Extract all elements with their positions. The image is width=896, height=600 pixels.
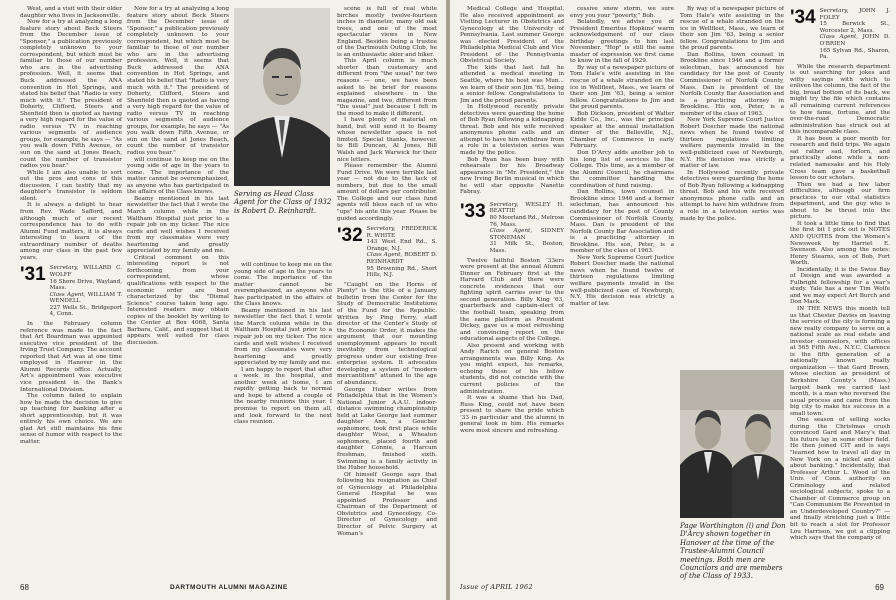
agent-address: 31 Milk St., Boston, Mass. [489,241,564,255]
paragraph: Dan Rollins, town counsel in Brookline since 1946 and a former selectman, has announced his candidacy for the post of County Commissioner of Norfolk County, Mass. Dan is president of the Norfolk County Bar Association and is a practicing attorney in Brookline. His son, Peter, is a member of the class of 1963. [680,51,784,117]
class-heading-33 [460,202,564,255]
paragraph: Twelve faithful Boston ’33ers were present at the annual Alumni Dinner on February first at the Harvard Club and there were concrete evidences that our fighting spirit carries over to the second generation. Billy King ’63, quarterback and captain-elect of the football team, speaking from the same platform as President Dickey, gave us a most refreshing and convincing report on the educational aspects of the College. [460,257,564,343]
class-number: '32 [337,225,363,247]
paragraph: will continue to keep me on the young side of age in the years to come. The importance of the matter cannot be overemphasized, as anyone who has participated in the affairs of the Class knows. [234,262,332,308]
page-left [0,0,446,600]
page-number-right: 69 [875,583,884,592]
secretary-label: Secretary, [489,201,519,208]
paragraph: The kids that last fall he attended a medical meeting in Seattle, where his host was Mun... we learn of their son Jim ’63, being a senior fellow. Congratulations to Jim and the proud parents. [460,64,564,104]
class-officers [50,265,122,318]
paragraph: It has been a poor month for research and field trips. We again sat rather sad, forlorn, and practically alone while a non-related namesake and his Holy Cross team gave a basketball lesson to our scholars. [790,135,890,182]
column-3 [234,262,332,550]
secretary-name: JOHN J. FOLEY [819,8,890,21]
paragraph: New York Supreme Court Justice Robert Doscher made the national news when he found twelve of thirteen regulations limiting welfare payments invalid in the well-publicized case of Newburgh, N.Y. His decision was strictly a matter of law. [570,254,674,307]
paragraph: The column failed to explain how he made the decision to give up teaching for banking after a short apprenticeship, but it was entirely his own choice. We are glad Art still maintains his fine sense of humor with respect to the matter. [20,393,122,445]
paragraph: Please remember the Alumni Fund Drive. We were terrible last year — not due to the lack of numbers, but due to the small amount of dollars per contributor. The College and our class fund agents will bless each of us who "ups" his ante this year. Please be guided accordingly. [337,163,437,222]
photo-caption: Serving as Head Class Agent for the Class of 1932 is Robert D. Reinhardt. [234,190,332,215]
agent-address: 165 Sylvan Rd., Sharon, Pa. [819,47,890,61]
secretary-address: 80 Moorland Rd., Melrose 76, Mass. [489,215,564,228]
agent-label: Class Agent, [366,252,403,259]
paragraph: Now for a try at analyzing a long feature story about Beck Steers from the December issue of "Sponsor," a publication previously completely unknown to your correspondent, but which must be familiar to those of our number who are in the advertising profession. Well, it seems that Buck addressed the ANA convention in Hot Springs, and stated his belief that "Radio is very much with it." The president of Doherty, Clifford, Steers and Shenfield then is quoted as having a very high regard for the value of radio versus TV in reaching various segments of audience groups, for example, he says — "As you walk down Fifth Avenue, or sun on the sand at Jones Beach, count the number of transistor radios you hear." [127,6,229,157]
secretary-address: 16 Shore Drive, Wayland, Mass. [49,278,122,292]
secretary-name: WILLARD C. WOLFF [49,265,122,278]
issue-date: Issue of APRIL 1962 [460,583,533,591]
column-5 [460,6,564,551]
secretary-label: Secretary, [819,8,849,14]
secretary-label: Secretary, [49,265,79,272]
paragraph: I am happy to report that after a week in the hospital, and another week at home, I am rapidly getting back to normal and hope to attend a couple of the nearby reunions this year. I promise to report on them all, and look forward to the next class reunion. [234,366,332,426]
paragraph: West, and a visit with their older daughter who lives in Jacksonville. [20,6,122,19]
magazine-name: DARTMOUTH ALUMNI MAGAZINE [170,584,288,591]
secretary-address: 15 Berwick St., Worcester 2, Mass. [819,21,890,34]
column-6 [570,6,674,551]
paragraph: While the research department is out searching for jokes and witty sayings with which to enliven the column, the fact of the big, broad bottom of its back, we might try the file which contains all remaining current references to how fame, fortune, and the over-the-road Democratic administration has struck out at this incomparable class. [790,63,890,136]
paragraph: Incidentally, it is the Swiss Bay of Design and was awarded a Fulbright fellowship for a year’s study. Yale has a new Tim Wolfe and we may expect Art Burch and Don Mack. [790,266,890,306]
paragraph: It is always a delight to hear from Rev. Wade Safford, and although much of our recent correspondence has to do with Alumni Fund matters, it is always interesting to learn of the extraordinary number of deaths among our class in the past few years. [20,202,122,261]
paragraph: will continue to keep me on the young side of age in the years to come. The importance of the matter cannot be overemphasized, as anyone who has participated in the affairs of the Class knows. [127,156,229,196]
paragraph: Don D’Arcy adds another job to his long list of services to the College. This time, as a member of the Alumni Council, he chairmans the committee handling the coordination of fund raising. [570,150,674,189]
agent-name: WILLIAM T. WENDELL [49,291,122,305]
paragraph: Beamy mentioned in his last newsletter the fact that I wrote the March column while in the Waltham Hospital just prior to a repair job on my ticker. The nice cards and well wishes I received from my classmates were very heartening and greatly appreciated by my family and me. [234,307,332,367]
paragraph: Then we had a few labor difficulties, although our firm practices to our vital statistics department, and the guy who is about to be thrust into the picture. [790,181,890,221]
paragraph: IN THE NEWS this month tell us that Chester Davies on leaving the service of the city is forming a new realty company to serve on a national scale as real estate and investor counselors, with offices at 565 Fifth Ave., N.Y.C. Clarence is the fifth generation of a nationally known realty organization — that Gard Brown, whose election as president of Berkshire County’s (Mass.) largest bank we carried last month, is a man who reversed the usual process and came from the big city to make his success in a small town. [790,305,890,417]
paragraph: Beamy mentioned in his last newsletter the fact that I wrote the March column while in the Waltham Hospital just prior to a repair job on my ticker. The nice cards and well wishes I received from my classmates were very heartening and greatly appreciated by my family and me. [127,195,229,255]
class-number: '31 [20,264,46,286]
class-officers [820,8,890,61]
secretary-address: 143 West End Rd., S. Orange, N.J. [366,239,437,252]
page-number-left: 68 [20,583,29,592]
paragraph: "Caught on the Horns of Plenty" is the title of a January bulletin from the Center for the Study of Democratic Institutions of the Fund for the Republic. Written by Ping Ferry, staff director of the Center’s Study of the Economic Order, it makes the argument that our mounting unemployment appears to result inevitably from technological progress under our existing free enterprise system. It advocates developing a system of "modern mercantilism" attuned to the age of abundance. [337,281,437,386]
paragraph: Dan Rollins, town counsel in Brookline since 1946 and a former selectman, has announced his candidacy for the post of County Commissioner of Norfolk County, Mass. Dan is president of the Norfolk County Bar Association and is a practicing attorney in Brookline. His son, Peter, is a member of the class of 1963. [570,189,674,255]
paragraph: Bob Ryan has been busy with rehearsals for his Broadway appearance in "Mr. President," the new Irving Berlin musical in which he will star opposite Nanette Fabray. [460,156,564,196]
column-1 [20,6,122,551]
paragraph: I have plenty of material on hand, but will send it to Beamy whose newsletter space is not limited. Special thanks, however, to Bill Duncan, Al Jones, Bill Walsh and Jack Warwick for their nice letters. [337,117,437,163]
paragraph: Medical College and Hospital. He also received appointment as Visiting Lecturer in Obstetrics and Gynecology at the University of Pennsylvania. Last summer George was elected President of the Philadelphia Medical Club and Vice President of the Pennsylvania Obstetrical Society. [460,6,564,65]
paragraph: In Hollywood recently private detectives were guarding the home of Bob Ryan following a kidnapping threat. Bob and his wife received anonymous phone calls and an attempt to have him withdraw from a role in a television series was made by the police. [680,169,784,222]
agent-name: JOHN D. O'BRIEN [819,34,890,47]
page-right [450,0,896,600]
photo-worthington-darcy [680,370,784,518]
column-4 [337,6,437,551]
paragraph: George Huber writes from Philadelphia that in the Women’s National Junior A.A.U. indoor-distance swimming championship held at Lake George last summer daughter Ann, a Goucher sophomore, took first place while daughter Wissi, a Wheaton sophomore, placed fourth and daughter Connie, a Harcum freshman, finished sixth. Swimming is a family activity in the Huber household. [337,386,437,472]
paragraph: New York Supreme Court Justice Robert Doscher made the national news when he found twelve of thirteen regulations limiting welfare payments invalid in the well-publicized case of Newburgh, N.Y. His decision was strictly a matter of law. [680,117,784,170]
agent-label: Class Agent, [489,228,533,235]
agent-name: SIDNEY STONEMAN [489,228,564,241]
paragraph: Of himself George says that following his resignation as Chief of Gynecology at Philadelphia General Hospital he was appointed Professor and Chairman of the Department of Obstetrics and Gynecology, Co-Director of Gynecology and Director of Pelvic Surgery at Woman’s [337,471,437,537]
paragraph: It was a shame that his Dad, Russ King, could not have been present to share the pride which ’33 in particular and the alumni in general took in him. His remarks were most sincere and refreshing. [460,395,564,434]
column-2 [127,6,229,551]
paragraph: By way of a newspaper picture of Tom Hale’s wife assisting in the rescue of a whale stranded on the ice in Wellfleet, Mass., we learn of their son Jim ’63, being a senior fellow. Congratulations to Jim and the proud parents. [680,6,784,52]
paragraph: Belatedly, we advise you of President Emeritus Hopkins’ warm acknowledgement of our class birthday greetings to him last November. "Hop" is still the same master of expression we first came to know in the fall of 1929. [570,19,674,65]
class-heading-34 [790,8,890,61]
class-number: '34 [790,7,816,28]
portrait-icon [234,8,330,186]
secretary-label: Secretary, [366,226,396,233]
column-7 [680,6,784,364]
class-number: '33 [460,200,486,222]
paragraph: Bob Dickson, president of Walter Kidde Co., Inc., was the principal speaker at the annual installation dinner of the Belleville, N.J., Chamber of Commerce in early February. [570,110,674,150]
paragraph: In the February column reference was made to the fact that Art Boardman was appointed executive vice president of the Irving Trust Company. The account reported that Art was at one time employed in Hanover in the Alumni Records office. Actually, Art’s appointment was executive vice president in the Bank’s International Division. [20,321,122,393]
paragraph: It took a little time to find that the first bit I pick out is NOTES AND QUOTES from the Women’s Newsweek by Harriet E. Swenson. Also among the notes: Henry Stearns, son of Bob, Fort Worth. [790,220,890,267]
paragraph: Now for a try at analyzing a long feature story about Beck Steers from the December issue of "Sponsor," a publication previously completely unknown to your correspondent, but which must be familiar to those of our number who are in the advertising profession. Well, it seems that Buck addressed the ANA convention in Hot Springs, and stated his belief that "Radio is very much with it." The president of Doherty, Clifford, Steers and Shenfield then is quoted as having a very high regard for the value of radio versus TV in reaching various segments of audience groups, for example, he says — "As you walk down Fifth Avenue, or sun on the sand at Jones Beach, count the number of transistor radios you hear." [20,19,122,170]
agent-address: 95 Browning Rd., Short Hills, N.J. [366,265,437,279]
paragraph: cessive snow storm, we sure envy you your "poverty," Bob. [570,6,674,19]
paragraph: In Hollywood recently private detectives were guarding the home of Bob Ryan following a kidnapping threat. Bob and his wife received anonymous phone calls and an attempt to have him withdraw from a role in a television series was made by the police. [460,104,564,157]
paragraph: While I am also unable to sort out the pros and cons of this discussion, I can testify that my daughter’s transistor is seldom silent. [20,169,122,202]
class-heading-31 [20,265,122,318]
class-officers [367,226,437,279]
paragraph: Critical comment on this interesting report is not forthcoming from your correspondent, whose qualifications with respect to the economic order are best characterized by the "Dismal Science" course taken long ago. Interested readers may obtain copies of the booklet by writing to the Center at Box 4068, Santa Barbara, Calif., and suggest that it appears well suited for class discussion. [127,254,229,346]
paragraph: By way of a newspaper picture of Tom Hale’s wife assisting in the rescue of a whale stranded on the ice in Wellfleet, Mass., we learn of their son Jim ’63, being a senior fellow. Congratulations to Jim and the proud parents. [570,64,674,111]
agent-label: Class Agent, [49,291,86,298]
agent-label: Class Agent, [819,34,859,41]
secretary-name: FREDERICK R. WHITE [366,226,437,239]
class-officers [490,202,564,255]
class-heading-32 [337,226,437,279]
paragraph: Also present and working with Andy Rarich on general Boston arrangements was Billy King. As you might expect, his remarks, echoing those of his fellow students, did not coincide with the current policies of the administration. [460,342,564,395]
portrait-photo-reinhardt [234,8,330,186]
agent-name: ROBERT D. REINHARDT [366,252,437,266]
photo-caption-2: Page Worthington (l) and Don D'Arcy shown together in Hanover at the time of the Trustee-Alumni Council meetings. Both men are Councilors and are members of the Class of 1933. [680,522,786,581]
paragraph: scene is full of real white birches mostly twelve-fourteen inches in diameter, many old oak trees, and one of the most spectacular views in New England. Besides being a trustee of the Dartmouth Outing Club, he is an enthusiastic skier and hiker. [337,6,437,58]
paragraph: One season of selling socks during the Christmas crush convinced Gard and Macy’s that his future lay in some other field. He then joined CIT and is says "learned how to travel all day in New York on a nickel and also about banking." Incidentally, that Professor Arthur L. Wood of the Univ. of Conn. authority on Criminology and related sociological subjects, spoke to a Chamber of Commerce group on "Can Communism Be Prevented in an Underdeveloped Country?" — and finally stretching just a little bit to reach a slot for Professor Lou Harrison, we got a clipping which says that the company of [790,417,890,542]
secretary-name: WESLEY H. BEATTIE [489,201,564,215]
column-8 [790,6,890,551]
agent-address: 227 Wells St., Bridgeport 4, Conn. [49,304,122,318]
portrait-icon [680,370,784,518]
paragraph: This April column is much shorter than customary and different from "the usual" for two reasons — one, we have been asked to be brief for reasons explained elsewhere in the magazine, and two, different from "the usual" just because I felt in the mood to make it different. [337,58,437,117]
